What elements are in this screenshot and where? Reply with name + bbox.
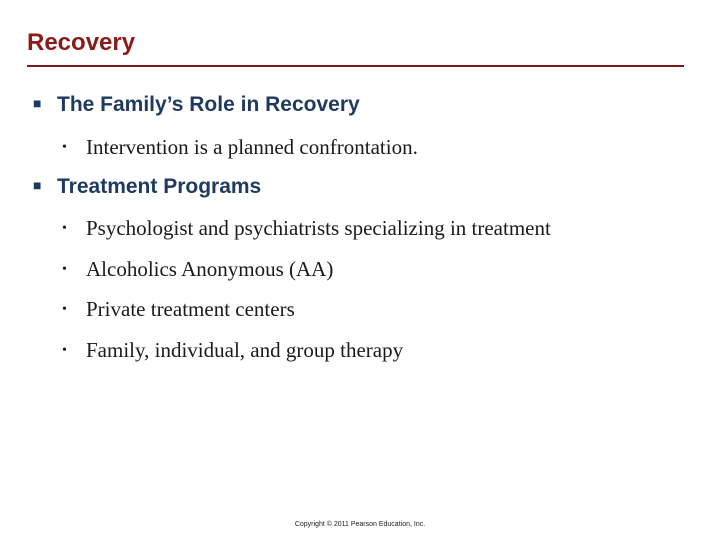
slide-title: Recovery bbox=[27, 29, 136, 56]
list-item bbox=[62, 217, 551, 240]
list-item bbox=[62, 258, 333, 281]
list-item-text: Alcoholics Anonymous (AA) bbox=[86, 257, 334, 281]
list-item bbox=[62, 136, 418, 159]
list-item bbox=[62, 298, 295, 321]
list-item-text: Private treatment centers bbox=[86, 297, 295, 321]
bullet-icon: • bbox=[62, 262, 67, 277]
title-divider bbox=[27, 65, 684, 67]
bullet-icon: • bbox=[62, 221, 67, 236]
list-item bbox=[62, 339, 403, 362]
section-heading-family-role bbox=[33, 93, 360, 116]
copyright-footer: Copyright © 2011 Pearson Education, Inc. bbox=[294, 521, 426, 528]
bullet-icon: • bbox=[62, 302, 67, 317]
section-heading-treatment-programs bbox=[33, 175, 261, 198]
list-item-text: Family, individual, and group therapy bbox=[86, 338, 404, 362]
square-bullet-icon: ■ bbox=[33, 177, 42, 193]
list-item-text: Psychologist and psychiatrists specializing in treatment bbox=[86, 216, 551, 240]
bullet-icon: • bbox=[62, 140, 67, 155]
section-heading-label: The Family’s Role in Recovery bbox=[57, 93, 360, 116]
square-bullet-icon: ■ bbox=[33, 95, 42, 111]
section-heading-label: Treatment Programs bbox=[57, 175, 262, 198]
list-item-text: Intervention is a planned confrontation. bbox=[86, 135, 418, 159]
bullet-icon: • bbox=[62, 343, 67, 358]
